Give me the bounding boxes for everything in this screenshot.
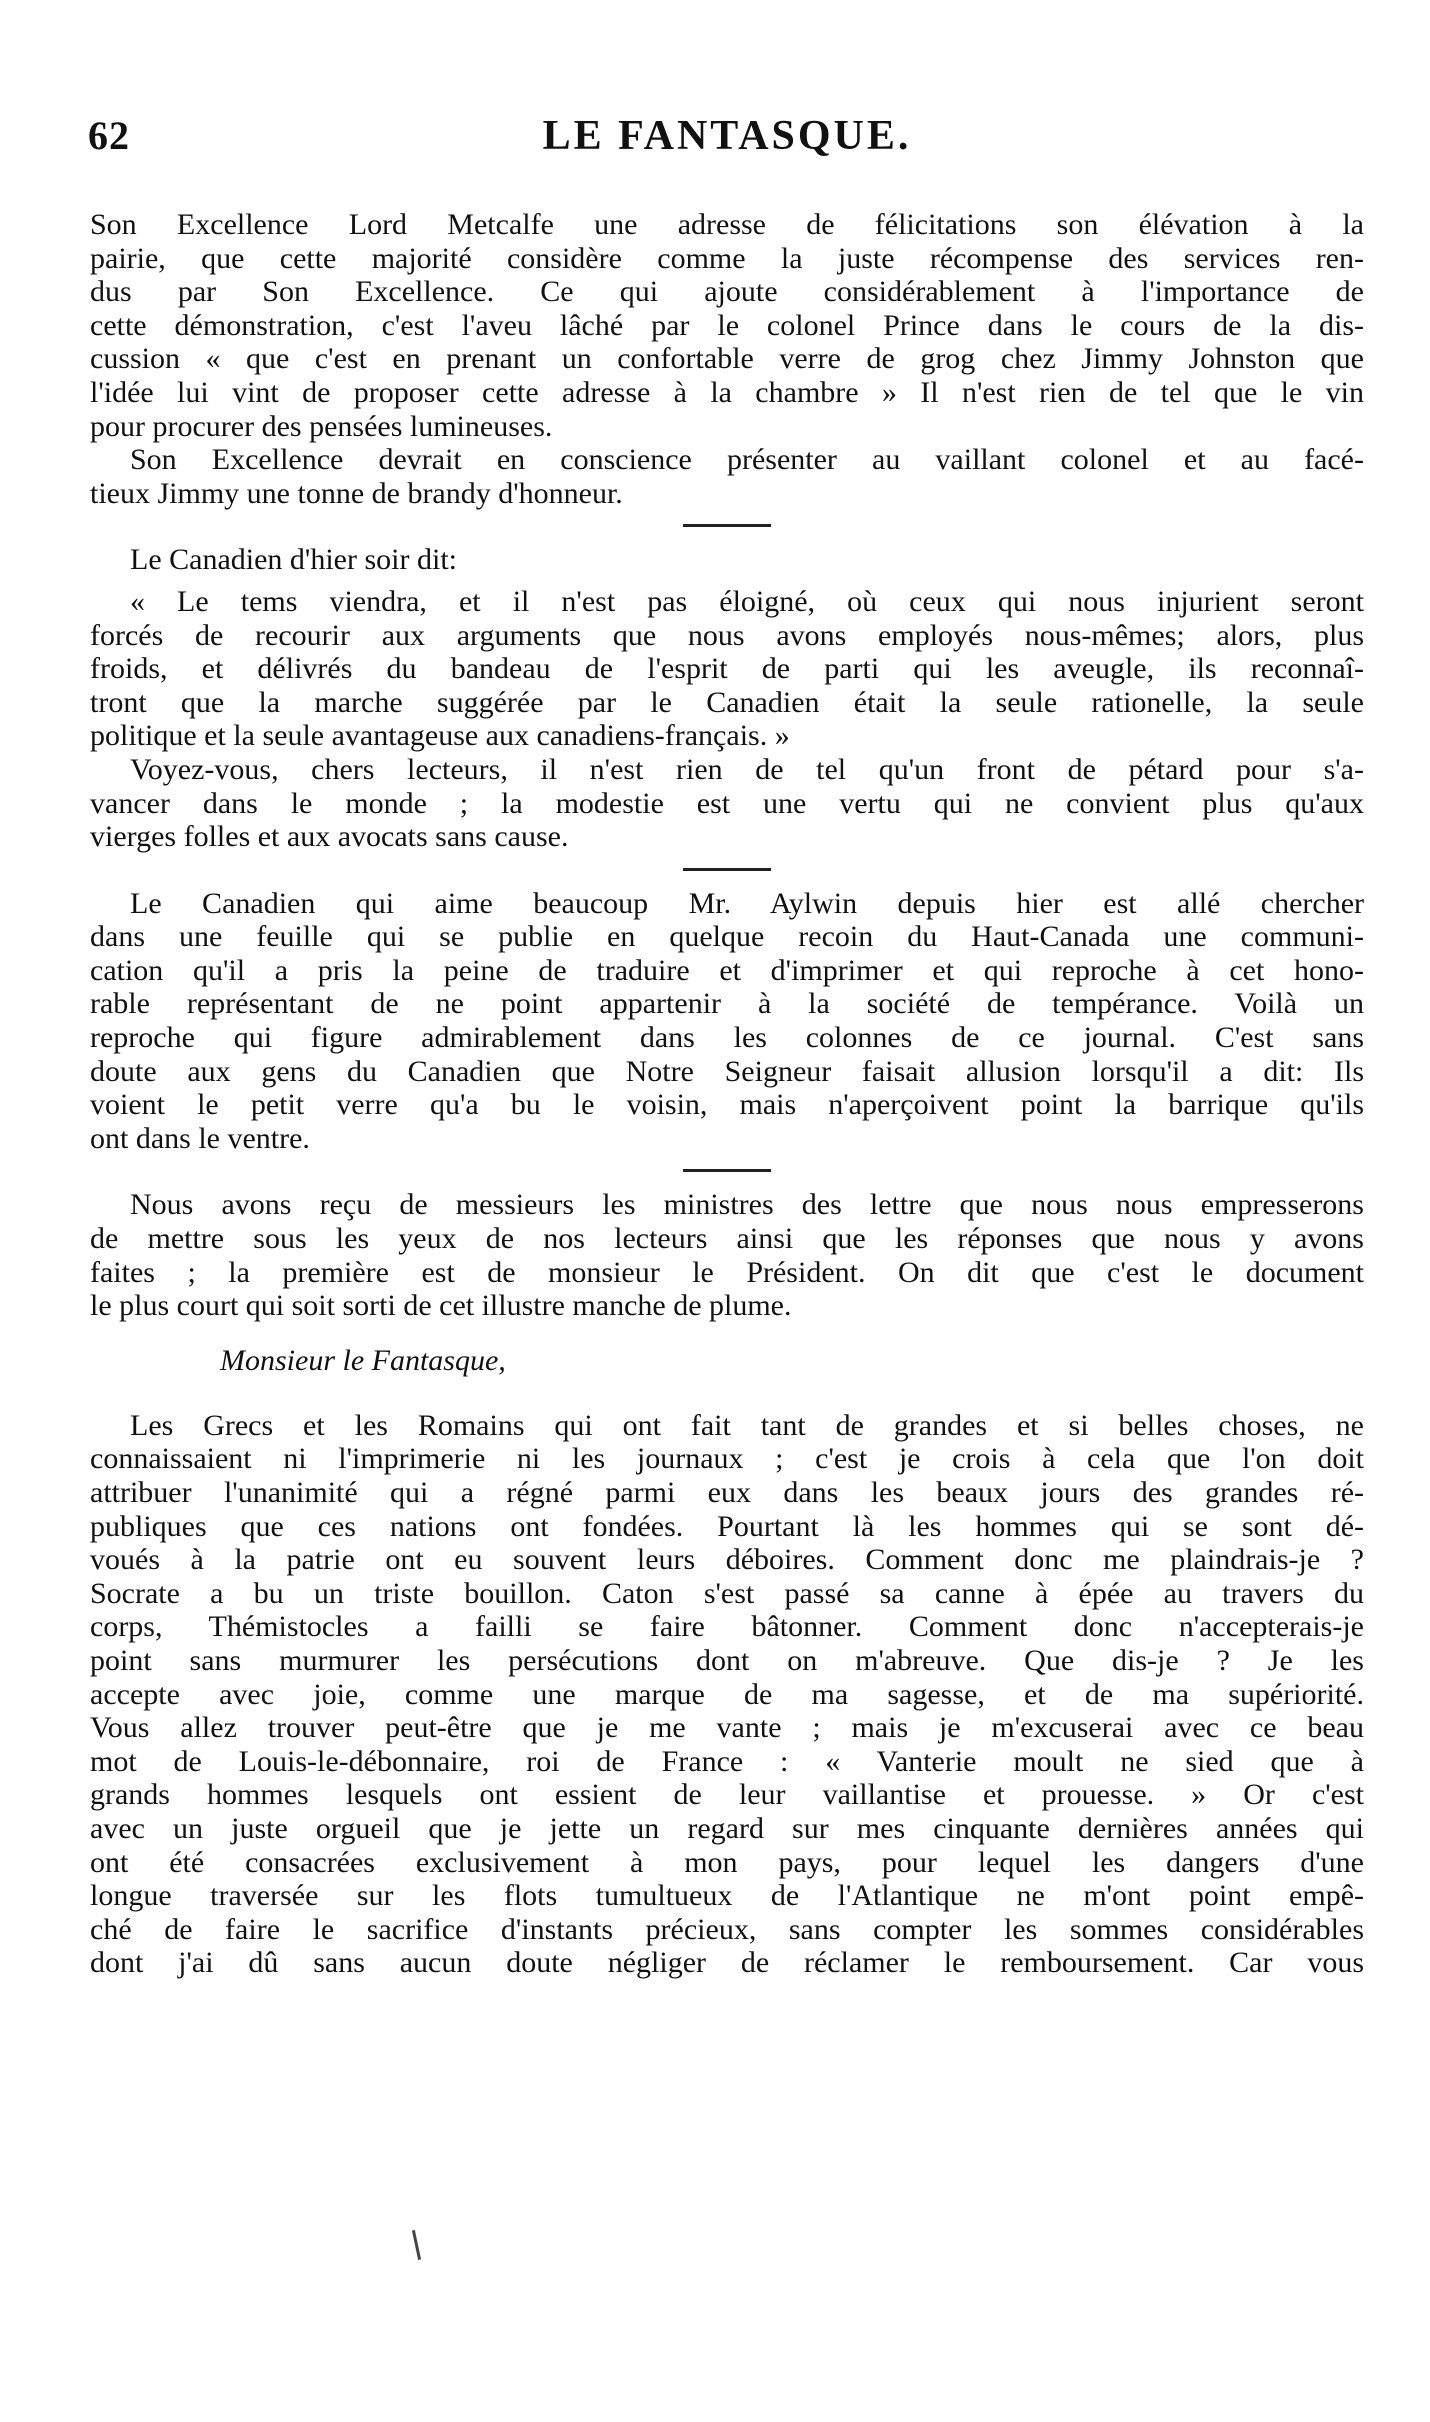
paragraph-canadien-quote bbox=[90, 585, 1364, 753]
text-line: attribuer l'unanimité qui a régné parmi eux dans les beaux jours des grandes ré- bbox=[90, 1476, 1364, 1509]
text-line: voient le petit verre qu'a bu le voisin, mais n'aperçoivent point la barrique qu'ils bbox=[90, 1088, 1364, 1122]
text-line: pairie, que cette majorité considère comme la juste récompense des services ren- bbox=[90, 241, 1364, 275]
letter-salutation: Monsieur le Fantasque, bbox=[220, 1343, 506, 1377]
text-line: tieux Jimmy une tonne de brandy d'honneur. bbox=[90, 476, 623, 510]
text-column bbox=[90, 208, 1364, 1980]
paragraph-lord-metcalfe bbox=[90, 208, 1364, 443]
text-line: dus par Son Excellence. Ce qui ajoute considérablement à l'importance de bbox=[90, 275, 1364, 309]
text-line: reproche qui figure admirablement dans les colonnes de ce journal. C'est sans bbox=[90, 1021, 1364, 1055]
text-line: ont dans le ventre. bbox=[90, 1121, 310, 1155]
ink-mark bbox=[412, 2230, 421, 2260]
text-line: ché de faire le sacrifice d'instants précieux, sans compter les sommes considérables bbox=[90, 1912, 1364, 1946]
text-line: pour procurer des pensées lumineuses. bbox=[90, 409, 553, 443]
text-line: cation qu'il a pris la peine de traduire et d'imprimer et qui reproche à cet hono- bbox=[90, 953, 1364, 987]
text-line: Voyez-vous, chers lecteurs, il n'est rien de tel qu'un front de pétard pour s'a- bbox=[130, 752, 1364, 786]
text-line: Vous allez trouver peut-être que je me vante ; mais je m'excuserai avec ce beau bbox=[90, 1711, 1364, 1745]
text-line: mot de Louis-le-débonnaire, roi de France : « Vanterie moult ne sied que à bbox=[90, 1744, 1364, 1778]
text-line: de mettre sous les yeux de nos lecteurs ainsi que les réponses que nous y avons bbox=[90, 1222, 1364, 1256]
text-line: l'idée lui vint de proposer cette adresse à la chambre » Il n'est rien de tel que le vin bbox=[90, 375, 1364, 409]
text-line: « Le tems viendra, et il n'est pas éloigné, où ceux qui nous injurient seront bbox=[130, 584, 1364, 618]
text-line: longue traversée sur les flots tumultueux de l'Atlantique ne m'ont point empê- bbox=[90, 1879, 1364, 1913]
text-line: ont été consacrées exclusivement à mon pays, pour lequel les dangers d'une bbox=[90, 1845, 1364, 1879]
page-header bbox=[88, 112, 1366, 172]
text-line: voués à la patrie ont eu souvent leurs déboires. Comment donc me plaindrais-je ? bbox=[90, 1543, 1364, 1577]
text-line: tront que la marche suggérée par le Canadien était la seule rationelle, la seule bbox=[90, 685, 1364, 719]
paragraph-ministres bbox=[90, 1188, 1364, 1322]
text-line: cette démonstration, c'est l'aveu lâché par le colonel Prince dans le cours de la dis- bbox=[90, 308, 1364, 342]
text-line: connaissaient ni l'imprimerie ni les journaux ; c'est je crois à cela que l'on doit bbox=[90, 1442, 1364, 1476]
text-line: corps, Thémistocles a failli se faire bâtonner. Comment donc n'accepterais-je bbox=[90, 1610, 1364, 1644]
text-line: rable représentant de ne point appartenir à la société de tempérance. Voilà un bbox=[90, 987, 1364, 1021]
text-line: vierges folles et aux avocats sans cause. bbox=[90, 820, 569, 854]
page-number: 62 bbox=[88, 113, 130, 158]
text-line: doute aux gens du Canadien que Notre Seigneur faisait allusion lorsqu'il a dit: Ils bbox=[90, 1054, 1364, 1088]
paragraph-aylwin bbox=[90, 887, 1364, 1156]
text-line: Son Excellence Lord Metcalfe une adresse de félicitations son élévation à la bbox=[90, 208, 1364, 241]
text-line: point sans murmurer les persécutions dont on m'abreuve. Que dis-je ? Je les bbox=[90, 1643, 1364, 1677]
text-line: dont j'ai dû sans aucun doute négliger de réclamer le remboursement. Car vous bbox=[90, 1946, 1364, 1980]
paragraph-canadien-intro bbox=[90, 543, 1364, 577]
text-line: Socrate a bu un triste bouillon. Caton s'est passé sa canne à épée au travers du bbox=[90, 1576, 1364, 1610]
text-line: forcés de recourir aux arguments que nous avons employés nous-mêmes; alors, plus bbox=[90, 618, 1364, 652]
text-line: Le Canadien qui aime beaucoup Mr. Aylwin depuis hier est allé chercher bbox=[130, 886, 1364, 920]
text-line: dans une feuille qui se publie en quelque recoin du Haut-Canada une communi- bbox=[90, 920, 1364, 954]
text-line: Les Grecs et les Romains qui ont fait tant de grandes et si belles choses, ne bbox=[130, 1408, 1364, 1442]
paragraph-brandy bbox=[90, 443, 1364, 510]
text-line: froids, et délivrés du bandeau de l'esprit de parti qui les aveugle, ils reconnaî- bbox=[90, 652, 1364, 686]
running-title: LE FANTASQUE. bbox=[542, 113, 912, 159]
text-line: politique et la seule avantageuse aux canadiens-français. » bbox=[90, 719, 790, 753]
text-line: avec un juste orgueil que je jette un regard sur mes cinquante dernières années qui bbox=[90, 1811, 1364, 1845]
text-line: publiques que ces nations ont fondées. Pourtant là les hommes qui se sont dé- bbox=[90, 1509, 1364, 1543]
text-line: cussion « que c'est en prenant un confortable verre de grog chez Jimmy Johnston que bbox=[90, 342, 1364, 376]
text-line: vancer dans le monde ; la modestie est une vertu qui ne convient plus qu'aux bbox=[90, 786, 1364, 820]
paragraph-letter-body bbox=[90, 1409, 1364, 1980]
text-line: Le Canadien d'hier soir dit: bbox=[130, 543, 457, 577]
text-line: Nous avons reçu de messieurs les ministres des lettre que nous nous empresserons bbox=[130, 1188, 1364, 1222]
text-line: Son Excellence devrait en conscience présenter au vaillant colonel et au facé- bbox=[130, 443, 1364, 477]
text-line: grands hommes lesquels ont essient de leur vaillantise et prouesse. » Or c'est bbox=[90, 1778, 1364, 1812]
text-line: le plus court qui soit sorti de cet illustre manche de plume. bbox=[90, 1289, 792, 1323]
text-line: faites ; la première est de monsieur le Président. On dit que c'est le document bbox=[90, 1255, 1364, 1289]
paragraph-voyez-vous bbox=[90, 753, 1364, 854]
text-line: accepte avec joie, comme une marque de ma sagesse, et de ma supériorité. bbox=[90, 1677, 1364, 1711]
